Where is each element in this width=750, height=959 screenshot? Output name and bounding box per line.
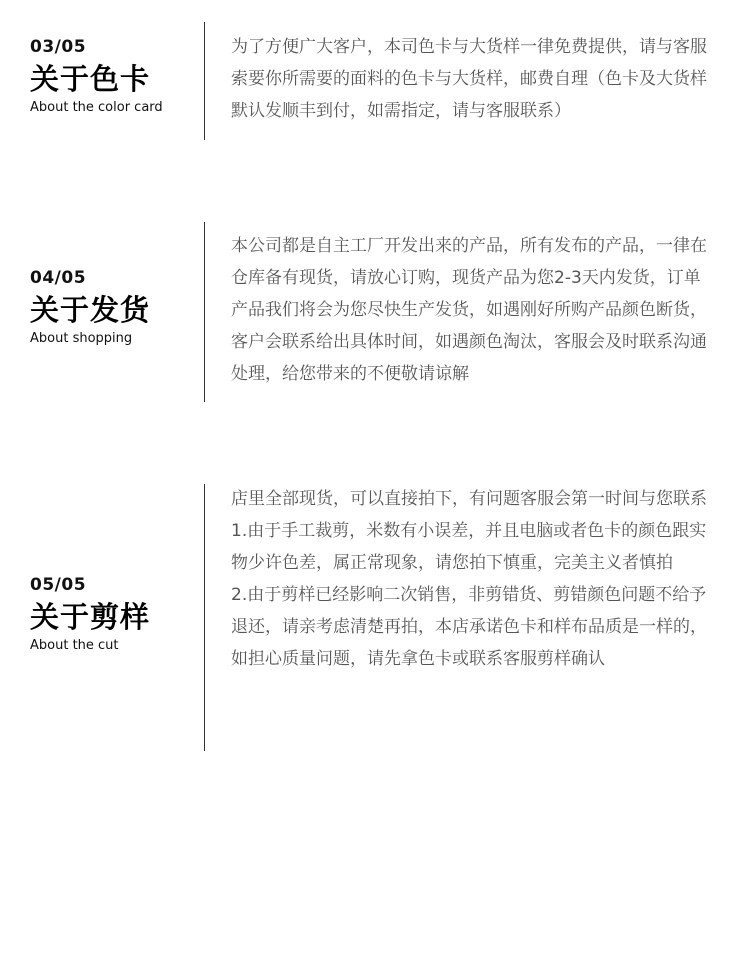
paragraph: 为了方便广大客户，本司色卡与大货样一律免费提供，请与客服索要你所需要的面料的色卡与大货样，邮费自理（色卡及大货样默认发顺丰到付，如需指定，请与客服联系）: [231, 37, 707, 121]
section-heading: [30, 37, 200, 117]
section-divider: [204, 22, 205, 140]
section-heading: [30, 575, 200, 655]
section-number: 05/05: [30, 575, 87, 595]
paragraph: 2.由于剪样已经影响二次销售，非剪错货、剪错颜色问题不给予退还，请亲考虑清楚再拍，本店承诺色卡和样布品质是一样的，如担心质量问题，请先拿色卡或联系客服剪样确认: [231, 585, 707, 669]
section-subtitle: About shopping: [30, 331, 133, 346]
paragraph: 本公司都是自主工厂开发出来的产品，所有发布的产品，一律在仓库备有现货，请放心订购，现货产品为您2-3天内发货，订单产品我们将会为您尽快生产发货，如遇刚好所购产品颜色断货，客户会联系给出具体时间，如遇颜色淘汰，客服会及时联系沟通处理，给您带来的不便敬请谅解: [231, 236, 707, 384]
section-heading: [30, 268, 200, 348]
section-body: [231, 483, 709, 675]
section-title: 关于发货: [30, 293, 151, 327]
paragraph: 店里全部现货，可以直接拍下，有问题客服会第一时间与您联系: [231, 489, 707, 509]
section-number: 04/05: [30, 268, 87, 288]
paragraph: 1.由于手工裁剪，米数有小误差，并且电脑或者色卡的颜色跟实物少许色差，属正常现象，请您拍下慎重，完美主义者慎拍: [231, 521, 707, 573]
section-body: [231, 31, 709, 127]
section-divider: [204, 222, 205, 402]
section-subtitle: About the cut: [30, 638, 119, 653]
section-subtitle: About the color card: [30, 100, 163, 115]
section-divider: [204, 484, 205, 751]
section-title: 关于色卡: [30, 62, 151, 96]
section-body: [231, 230, 709, 390]
section-title: 关于剪样: [30, 600, 151, 634]
section-number: 03/05: [30, 37, 87, 57]
